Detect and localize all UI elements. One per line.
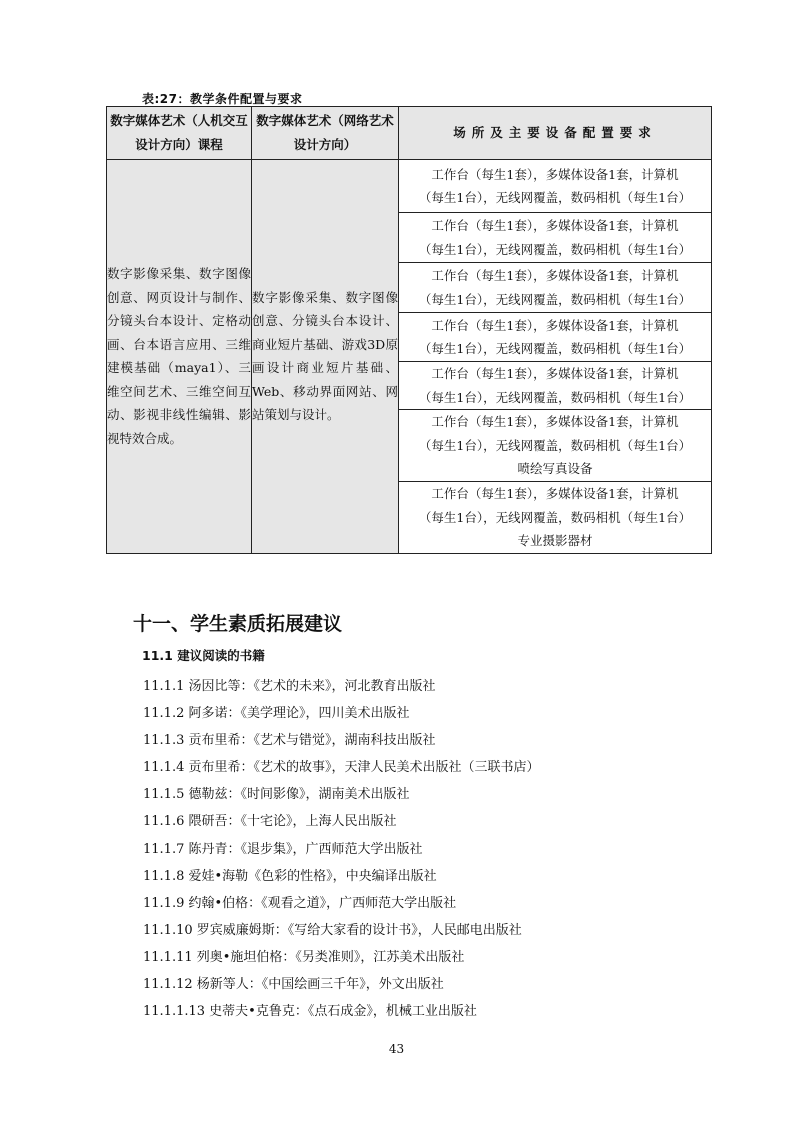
list-item: 11.1.9 约翰•伯格：《观看之道》，广西师范大学出版社 [143, 895, 457, 911]
requirement-cell [399, 362, 712, 410]
requirement-line: 工作台（每生1套），多媒体设备1套，计算机 [431, 486, 679, 501]
requirement-line: 工作台（每生1套），多媒体设备1套，计算机 [431, 317, 679, 333]
header-network-courses: 数字媒体艺术（网络艺术设计方向） [252, 107, 399, 160]
requirement-line: （每生1台），无线网覆盖，数码相机（每生1台） [418, 341, 692, 356]
requirement-line: 喷绘写真设备 [517, 461, 593, 477]
table-row [107, 160, 712, 213]
list-item: 11.1.4 贡布里希：《艺术的故事》，天津人民美术出版社（三联书店） [143, 760, 540, 776]
requirement-line: （每生1台），无线网覆盖，数码相机（每生1台） [418, 509, 692, 525]
requirement-line: 工作台（每生1套），多媒体设备1套，计算机 [431, 366, 679, 381]
hci-course-list: 数字影像采集、数字图像创意、网页设计与制作、分镜头台本设计、定格动画、台本语言应用、三维建模基础（maya1）、三维空间艺术、三维空间互动、影视非线性编辑、影视特效合成。 [107, 160, 252, 554]
requirement-line: 工作台（每生1套），多媒体设备1套，计算机 [431, 268, 679, 283]
network-course-list: 数字影像采集、数字图像创意、分镜头台本设计、商业短片基础、游戏3D原画设计商业短片基础、Web、移动界面网站、网站策划与设计。 [252, 160, 399, 554]
requirement-cell [399, 410, 712, 482]
requirement-line: 工作台（每生1套），多媒体设备1套，计算机 [431, 166, 679, 182]
subsection-title: 11.1 建议阅读的书籍 [142, 648, 265, 663]
section-title: 十一、学生素质拓展建议 [133, 613, 343, 635]
requirement-line: （每生1台），无线网覆盖，数码相机（每生1台） [418, 190, 692, 205]
table-caption: 表:27：教学条件配置与要求 [142, 92, 303, 106]
requirement-cell [399, 160, 712, 213]
list-item: 11.1.1 汤因比等：《艺术的未来》，河北教育出版社 [143, 679, 436, 694]
requirement-cell [399, 263, 712, 313]
requirement-line: 工作台（每生1套），多媒体设备1套，计算机 [431, 218, 679, 233]
requirement-cell [399, 482, 712, 554]
list-item: 11.1.3 贡布里希：《艺术与错觉》，湖南科技出版社 [143, 733, 436, 749]
table-header-row [107, 107, 712, 160]
list-item: 11.1.11 列奥•施坦伯格：《另类准则》，江苏美术出版社 [143, 949, 465, 965]
requirement-cell [399, 213, 712, 263]
list-item: 11.1.2 阿多诺：《美学理论》，四川美术出版社 [143, 706, 410, 722]
requirement-line: （每生1台），无线网覆盖，数码相机（每生1台） [418, 437, 692, 453]
list-item: 11.1.7 陈丹青：《退步集》，广西师范大学出版社 [143, 841, 423, 857]
list-item: 11.1.10 罗宾威廉姆斯：《写给大家看的设计书》，人民邮电出版社 [143, 922, 522, 938]
list-item: 11.1.6 隈研吾：《十宅论》，上海人民出版社 [143, 814, 397, 830]
header-hci-courses: 数字媒体艺术（人机交互设计方向）课程 [107, 107, 252, 160]
book-list [143, 673, 539, 1025]
requirement-cell [399, 313, 712, 362]
requirement-line: （每生1台），无线网覆盖，数码相机（每生1台） [418, 241, 692, 257]
list-item: 11.1.12 杨新等人：《中国绘画三千年》，外文出版社 [143, 977, 444, 993]
list-item: 11.1.5 德勒兹：《时间影像》，湖南美术出版社 [143, 787, 410, 803]
requirement-line: 专业摄影器材 [517, 533, 593, 548]
teaching-conditions-table [106, 106, 712, 554]
requirement-line: （每生1台），无线网覆盖，数码相机（每生1台） [418, 389, 692, 405]
list-item: 11.1.1.13 史蒂夫•克鲁克：《点石成金》，机械工业出版社 [143, 1004, 477, 1020]
requirement-line: 工作台（每生1套），多媒体设备1套，计算机 [431, 414, 679, 430]
requirement-line: （每生1台），无线网覆盖，数码相机（每生1台） [418, 291, 692, 307]
page-number: 43 [388, 1042, 405, 1056]
header-requirements: 场所及主要设备配置要求 [399, 107, 712, 160]
list-item: 11.1.8 爱娃•海勒《色彩的性格》，中央编译出版社 [143, 868, 437, 884]
